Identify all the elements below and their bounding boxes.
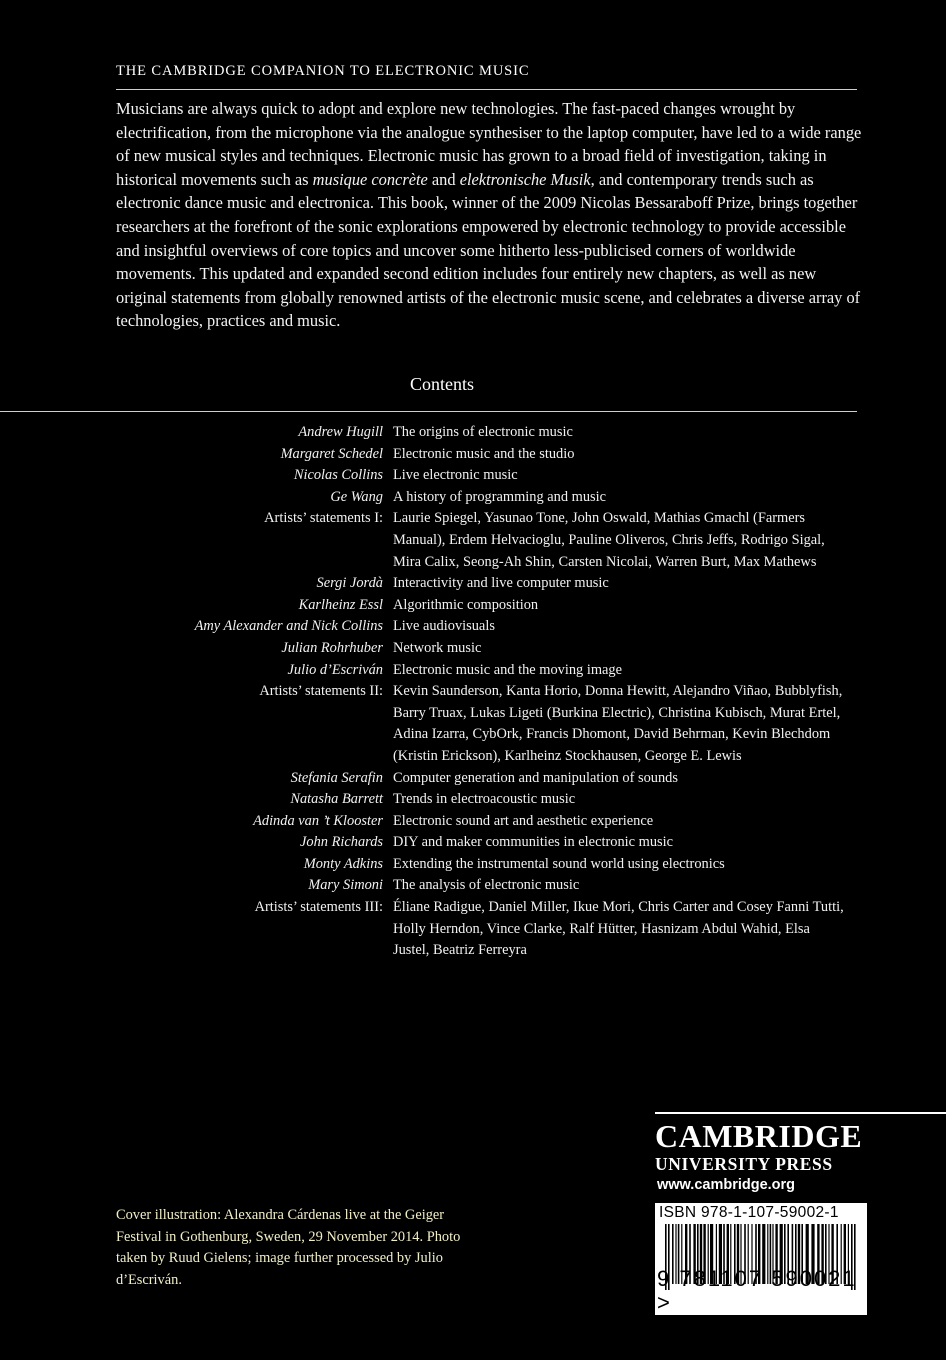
toc-entry	[0, 681, 946, 767]
toc-entry	[0, 897, 946, 962]
toc-title: Live electronic music	[393, 467, 518, 484]
toc-entry	[0, 465, 946, 487]
toc-entry	[0, 875, 946, 897]
blurb	[116, 97, 862, 333]
toc-title: Live audiovisuals	[393, 618, 495, 635]
toc-entry	[0, 508, 946, 573]
toc-title: A history of programming and music	[393, 488, 607, 505]
toc-title: The origins of electronic music	[393, 424, 573, 440]
toc-author: Mary Simoni	[308, 877, 383, 894]
toc-author: Julian Rohrhuber	[281, 639, 383, 656]
toc-title: Laurie Spiegel, Yasunao Tone, John Oswald, Mathias Gmachl (Farmers Manual), Erdem Helvacioglu, Pauline Oliveros, Chris Jeffs, Rodrigo Sigal, Mira Calix, Seong-Ah Shin, Carsten Nicolai, Warren Burt, Max Mathews	[393, 510, 825, 570]
toc-author: John Richards	[300, 834, 383, 851]
publisher-url: www.cambridge.org	[657, 1177, 796, 1193]
toc-entry	[0, 444, 946, 466]
toc-author: Artists’ statements I:	[264, 510, 383, 527]
isbn-label: ISBN 978-1-107-59002-1	[659, 1204, 839, 1221]
toc-entry	[0, 811, 946, 833]
toc-title: Interactivity and live computer music	[393, 575, 609, 592]
toc-entry	[0, 768, 946, 790]
toc-entry	[0, 789, 946, 811]
toc-entry	[0, 422, 946, 444]
toc-title: Algorithmic composition	[393, 596, 539, 613]
toc-entry	[0, 660, 946, 682]
series-title: THE CAMBRIDGE COMPANION TO ELECTRONIC MUSIC	[116, 63, 530, 79]
toc-title: The analysis of electronic music	[393, 877, 580, 894]
toc-title: Computer generation and manipulation of sounds	[393, 769, 678, 786]
toc-author: Stefania Serafin	[290, 769, 383, 786]
toc-entry	[0, 854, 946, 876]
toc-author: Artists’ statements II:	[259, 683, 383, 700]
toc-title: Kevin Saunderson, Kanta Horio, Donna Hewitt, Alejandro Viñao, Bubblyfish, Barry Truax, Lukas Ligeti (Burkina Electric), Christina Kubisch, Murat Ertel, Adina Izarra, CybOrk, Francis Dhomont, David Behrman, Kevin Blechdom (Kristin Erickson), Karlheinz Stockhausen, George E. Lewis	[393, 683, 843, 764]
blurb-text-1: Musicians are always quick to adopt and explore new technologies. The fast-paced changes wrought by electrification, from the microphone via the analogue synthesiser to the laptop computer, have led to a wide range of new musical styles and techniques. Electronic music has grown to a broad field of investigation, taking in historical movements such as	[116, 99, 862, 189]
toc-author: Nicolas Collins	[293, 467, 383, 484]
toc-author: Ge Wang	[330, 488, 383, 505]
cover-credit: Cover illustration: Alexandra Cárdenas live at the Geiger Festival in Gothenburg, Sweden, 29 November 2014. Photo taken by Ruud Gielens; image further processed by Julio d’Escriván.	[116, 1207, 461, 1288]
toc-entry	[0, 832, 946, 854]
toc-title: DIY and maker communities in electronic music	[393, 834, 673, 851]
toc-entry	[0, 638, 946, 660]
contents-heading: Contents	[409, 374, 474, 394]
contents-rule	[0, 411, 857, 412]
toc-author: Karlheinz Essl	[298, 596, 383, 613]
table-of-contents	[0, 422, 946, 962]
toc-title: Electronic sound art and aesthetic experience	[393, 812, 654, 829]
toc-author: Artists’ statements III:	[254, 899, 383, 916]
toc-entry	[0, 616, 946, 638]
toc-author: Julio d’Escriván	[287, 661, 383, 678]
toc-author: Monty Adkins	[303, 855, 383, 872]
toc-author: Amy Alexander and Nick Collins	[194, 618, 383, 635]
blurb-emphasis-2: elektronische Musik	[459, 169, 591, 189]
blurb-text-3: , and contemporary trends such as electronic dance music and electronica. This book, winner of the 2009 Nicolas Bessaraboff Prize, brings together researchers at the forefront of the sonic explorations empowered by electronic technology to provide accessible and insightful overviews of core topics and uncover some hitherto less-publicised corners of worldwide movements. This updated and expanded second edition includes four entirely new chapters, as well as new original statements from globally renowned artists of the electronic music scene, and celebrates a diverse array of technologies, practices and music.	[116, 169, 861, 331]
toc-entry	[0, 595, 946, 617]
toc-title: Electronic music and the studio	[393, 445, 575, 462]
toc-title: Network music	[393, 639, 482, 656]
toc-author: Andrew Hugill	[298, 424, 383, 440]
toc-author: Adinda van ’t Klooster	[253, 812, 383, 829]
toc-author: Sergi Jordà	[316, 575, 383, 592]
barcode-digits: 9 781107 590021 >	[657, 1266, 857, 1315]
publisher-name: CAMBRIDGE	[655, 1118, 863, 1154]
blurb-emphasis-1: musique concrète	[312, 169, 428, 189]
top-rule	[116, 89, 857, 90]
toc-title: Extending the instrumental sound world using electronics	[393, 855, 725, 872]
blurb-text-2: and	[427, 169, 460, 189]
toc-author: Margaret Schedel	[280, 445, 383, 462]
toc-author: Natasha Barrett	[290, 791, 383, 808]
toc-entry	[0, 487, 946, 509]
isbn-barcode	[655, 1203, 867, 1315]
toc-title: Trends in electroacoustic music	[393, 791, 576, 808]
toc-entry	[0, 573, 946, 595]
publisher-logo-rule	[655, 1112, 946, 1114]
toc-title: Éliane Radigue, Daniel Miller, Ikue Mori, Chris Carter and Cosey Fanni Tutti, Holly Herndon, Vince Clarke, Ralf Hütter, Hasnizam Abdul Wahid, Elsa Justel, Beatriz Ferreyra	[393, 899, 844, 959]
toc-title: Electronic music and the moving image	[393, 661, 622, 678]
publisher-subname: UNIVERSITY PRESS	[655, 1154, 833, 1174]
